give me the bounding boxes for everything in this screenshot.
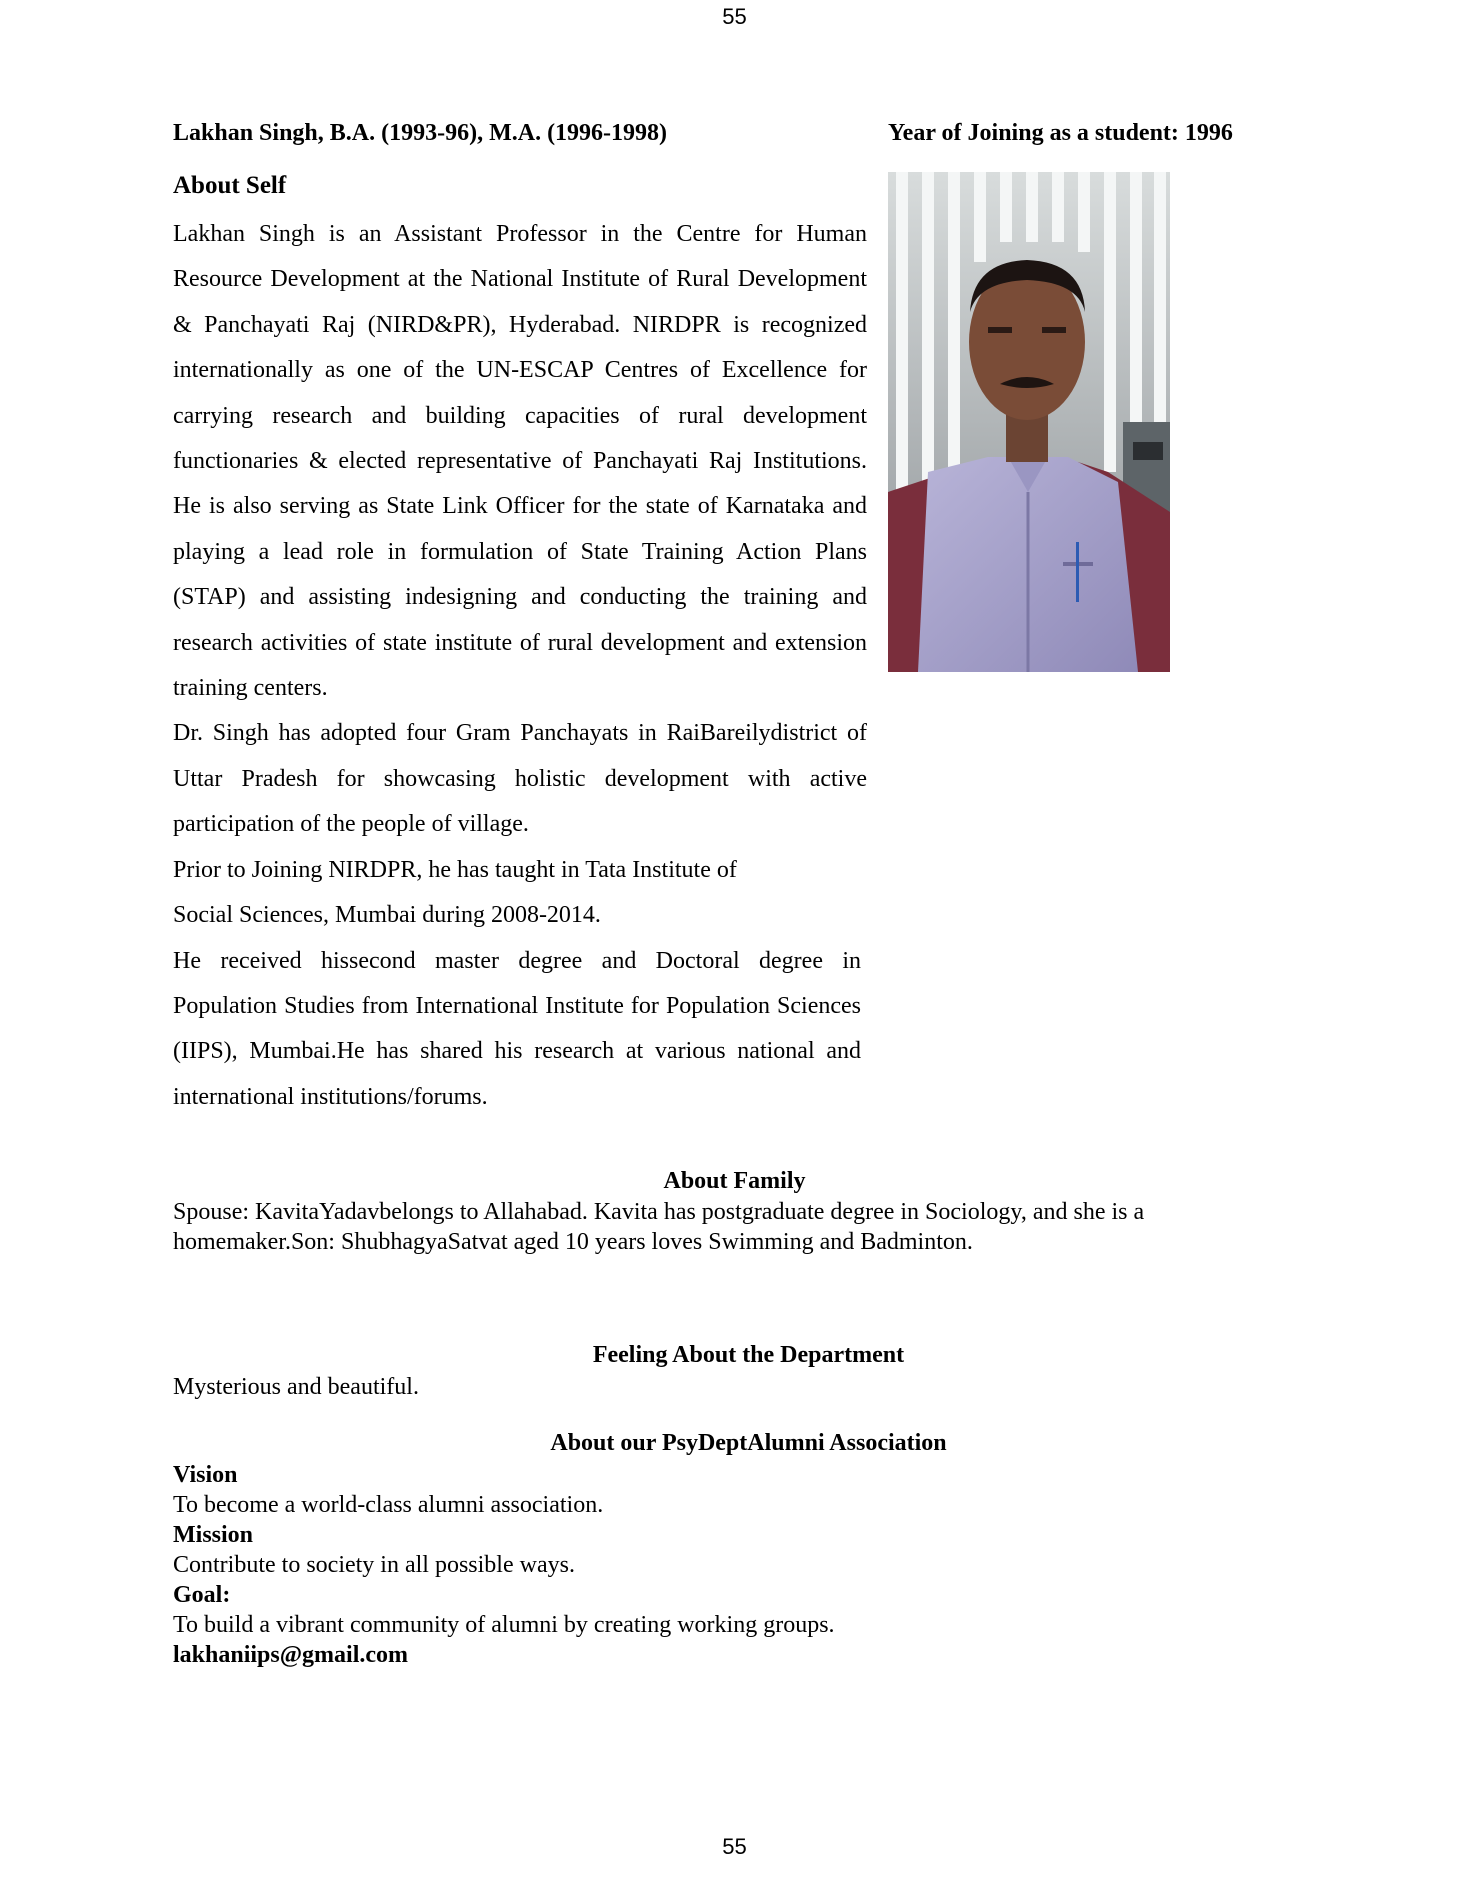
page-number-top: 55: [722, 4, 747, 29]
contact-email[interactable]: lakhaniips@gmail.com: [173, 1642, 409, 1668]
about-self-body: [173, 212, 867, 1120]
vision-label: Vision: [173, 1462, 238, 1488]
header: [173, 120, 1273, 154]
bio-paragraph-2: Dr. Singh has adopted four Gram Panchayats in RaiBareilydistrict of Uttar Pradesh for showcasing holistic development with active participation of the people of village.: [173, 720, 867, 838]
about-self-title: About Self: [173, 172, 287, 199]
association-body: [173, 1460, 1273, 1670]
page-number-bottom: 55: [722, 1834, 747, 1859]
association-title: About our PsyDeptAlumni Association: [550, 1430, 947, 1456]
profile-photo-image: [888, 172, 1170, 672]
feeling-title: Feeling About the Department: [592, 1342, 905, 1368]
feeling-text: Mysterious and beautiful.: [173, 1374, 419, 1400]
name-heading: Lakhan Singh, B.A. (1993-96), M.A. (1996-1998): [173, 120, 668, 146]
goal-text: To build a vibrant community of alumni by creating working groups.: [173, 1612, 835, 1638]
profile-photo: [888, 172, 1170, 672]
mission-label: Mission: [173, 1522, 254, 1548]
goal-label: Goal:: [173, 1582, 231, 1608]
about-family-text: Spouse: KavitaYadavbelongs to Allahabad. Kavita has postgraduate degree in Sociology, and she is a homemaker.Son: ShubhagyaSatvat aged 10 years loves Swimming and Badminton.: [173, 1199, 1145, 1255]
joining-year-heading: Year of Joining as a student: 1996: [888, 120, 1233, 146]
bio-paragraph-3-line-2: Social Sciences, Mumbai during 2008-2014.: [173, 902, 601, 929]
about-family-title: About Family: [663, 1168, 806, 1194]
mission-text: Contribute to society in all possible ways.: [173, 1552, 575, 1578]
bio-paragraph-1: Lakhan Singh is an Assistant Professor in the Centre for Human Resource Development at the National Institute of Rural Development & Panchayati Raj (NIRD&PR), Hyderabad. NIRDPR is recognized internationally as one of the UN-ESCAP Centres of Excellence for carrying research and building capacities of rural development functionaries & elected representative of Panchayati Raj Institutions. He is also serving as State Link Officer for the state of Karnataka and playing a lead role in formulation of State Training Action Plans (STAP) and assisting indesigning and conducting the training and research activities of state institute of rural development and extension training centers.: [173, 221, 867, 702]
bio-paragraph-4: He received hissecond master degree and Doctoral degree in Population Studies from International Institute for Population Sciences (IIPS), Mumbai.He has shared his research at various national and international institutions/forums.: [173, 947, 861, 1110]
bio-paragraph-3-line-1: Prior to Joining NIRDPR, he has taught in Tata Institute of: [173, 856, 737, 883]
vision-text: To become a world-class alumni association.: [173, 1492, 604, 1518]
